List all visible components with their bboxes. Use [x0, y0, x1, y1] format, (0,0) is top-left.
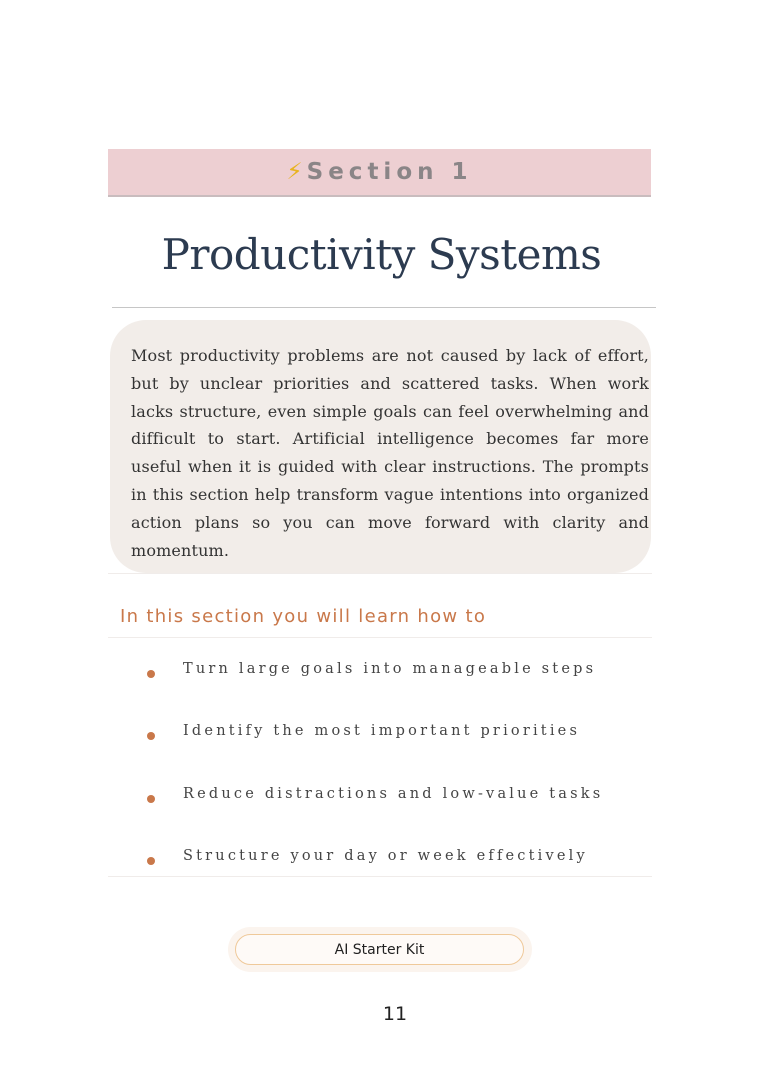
bullet-dot-icon: [147, 670, 155, 678]
footer-label: AI Starter Kit: [334, 941, 425, 958]
page-number: 11: [382, 1003, 408, 1025]
bullet-dot-icon: [147, 795, 155, 803]
list-item-text: Structure your day or week effectively: [183, 847, 588, 864]
intro-paragraph: Most productivity problems are not caused by lack of effort, but by unclear priorities and scattered tasks. When work lacks structure, even simple goals can feel overwhelming and difficult to start. Artificial intelligence becomes far more useful when it is guided with clear instructions. The prompts in this section help transform vague intentions into organized action plans so you can move forward with clarity and momentum.: [131, 346, 649, 560]
section-label: Section 1: [306, 159, 473, 185]
learn-heading-divider: [108, 637, 652, 638]
learn-heading: In this section you will learn how to: [120, 606, 487, 627]
bullet-dot-icon: [147, 857, 155, 865]
page-title: Productivity Systems: [161, 230, 602, 279]
list-item: [140, 655, 640, 717]
list-item: [140, 780, 640, 842]
list-item: [140, 717, 640, 779]
footer-badge: [235, 934, 524, 965]
section-banner: [108, 149, 651, 197]
intro-bottom-divider: [108, 573, 652, 574]
title-divider: [112, 307, 656, 308]
list-item-text: Reduce distractions and low-value tasks: [183, 785, 604, 802]
intro-box: [110, 320, 651, 573]
list-item-text: Identify the most important priorities: [183, 723, 581, 740]
bullet-dot-icon: [147, 732, 155, 740]
list-bottom-divider: [108, 876, 652, 877]
list-item: [140, 842, 640, 904]
learn-list: [140, 655, 640, 904]
lightning-bolt-icon: ⚡: [286, 158, 303, 185]
list-item-text: Turn large goals into manageable steps: [183, 661, 597, 677]
